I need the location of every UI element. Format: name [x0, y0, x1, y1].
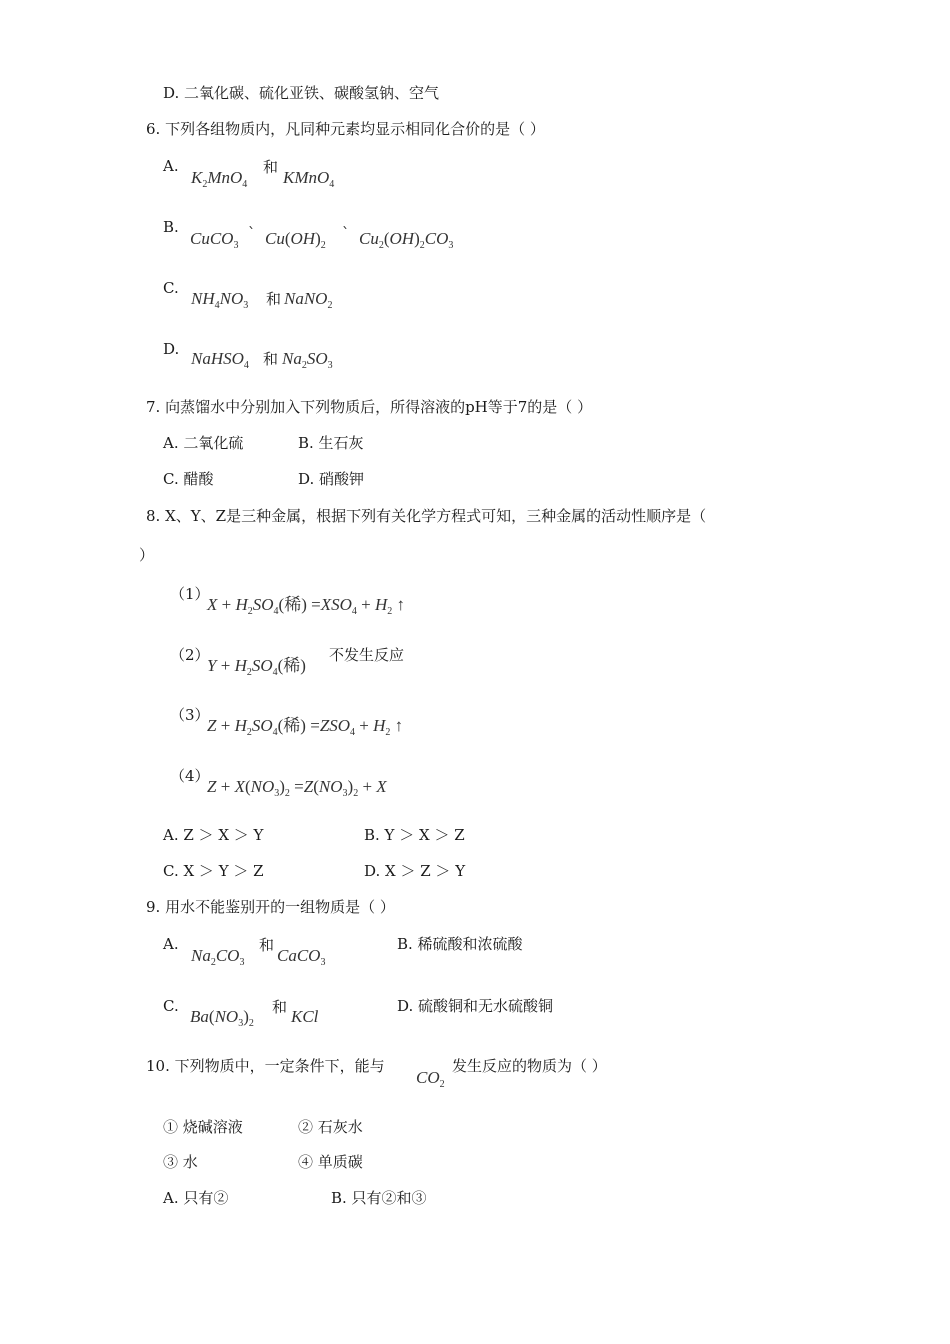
- q9-option-b: B. 稀硫酸和浓硫酸: [397, 935, 523, 953]
- q10-item-4: ④ 单质碳: [298, 1153, 363, 1171]
- q9-a-sep: 和: [259, 936, 275, 954]
- q9-a-formula-2: CaCO$_3$: [277, 946, 326, 968]
- q6-a-label: A.: [163, 157, 179, 175]
- q7-option-d: D. 硝酸钾: [298, 470, 365, 488]
- q6-b-sep-2: `: [342, 224, 350, 242]
- q6-stem: 6. 下列各组物质内，凡同种元素均显示相同化合价的是（ ）: [146, 120, 545, 138]
- q9-c-formula-2: KCl: [291, 1007, 319, 1026]
- q6-b-formula-1: CuCO$_3$: [190, 229, 239, 251]
- q7-option-a: A. 二氧化硫: [163, 434, 244, 452]
- q8-option-a: A. Z ＞ X ＞ Y: [163, 826, 264, 844]
- q6-c-formula-1: $NH_4NO_3$: [191, 289, 249, 311]
- q10-item-2: ② 石灰水: [298, 1118, 363, 1136]
- q8-eq1-label: （1）: [170, 585, 210, 603]
- q9-a-formula-1: $Na_2CO_3$: [191, 946, 245, 968]
- q6-c-formula-2: NaNO$_2$: [284, 289, 333, 311]
- q9-c-sep: 和: [272, 998, 288, 1016]
- q6-a-sep: 和: [263, 158, 279, 176]
- q8-no-reaction: 不发生反应: [329, 646, 405, 664]
- dilute-mark: 稀: [283, 656, 301, 675]
- q9-a-label: A.: [163, 935, 179, 953]
- q10-item-1: ① 烧碱溶液: [163, 1118, 243, 1136]
- q8-stem-end: ）: [139, 546, 155, 564]
- q6-b-formula-3: $Cu_2(OH)_2CO_3$: [359, 229, 454, 251]
- q9-stem: 9. 用水不能鉴别开的一组物质是（ ）: [146, 898, 395, 916]
- q6-c-sep: 和: [266, 290, 282, 308]
- q8-eq3-label: （3）: [170, 706, 210, 724]
- q8-stem: 8. X、Y、Z是三种金属，根据下列有关化学方程式可知，三种金属的活动性顺序是（: [146, 507, 707, 525]
- q9-option-d: D. 硫酸铜和无水硫酸铜: [397, 997, 554, 1015]
- q10-stem-post: 发生反应的物质为（ ）: [452, 1057, 607, 1075]
- q6-b-formula-2: $Cu(OH)_2$: [265, 229, 326, 251]
- q8-equation-2: $Y + H_2SO_4$(稀): [207, 656, 306, 678]
- q8-equation-1: $X + H_2SO_4$(稀) $=XSO_4 + H_2$ ↑: [207, 595, 406, 617]
- q10-option-a: A. 只有②: [163, 1189, 229, 1207]
- q8-option-c: C. X ＞ Y ＞ Z: [163, 862, 264, 880]
- q6-b-sep-1: `: [248, 224, 256, 242]
- dilute-mark: 稀: [284, 595, 302, 614]
- dilute-mark: 稀: [283, 716, 301, 735]
- q6-d-formula-1: NaHSO$_4$: [191, 349, 249, 371]
- q6-d-sep: 和: [263, 350, 279, 368]
- q6-d-formula-2: $Na_2SO_3$: [282, 349, 333, 371]
- q9-c-label: C.: [163, 997, 179, 1015]
- q10-item-3: ③ 水: [163, 1153, 198, 1171]
- q8-eq4-label: （4）: [170, 767, 210, 785]
- q8-option-b: B. Y ＞ X ＞ Z: [364, 826, 465, 844]
- q8-option-d: D. X ＞ Z ＞ Y: [364, 862, 466, 880]
- q10-option-b: B. 只有②和③: [331, 1189, 427, 1207]
- q6-a-formula-1: $K_2MnO_4$: [191, 168, 248, 190]
- q9-c-formula-1: $Ba(NO_3)_2$: [190, 1007, 254, 1029]
- q8-eq2-label: （2）: [170, 646, 210, 664]
- q6-a-formula-2: KMnO$_4$: [283, 168, 335, 190]
- q10-co2-formula: $CO_2$: [416, 1068, 445, 1090]
- q7-option-b: B. 生石灰: [298, 434, 364, 452]
- q10-stem-pre: 10. 下列物质中，一定条件下，能与: [146, 1057, 385, 1075]
- q7-stem: 7. 向蒸馏水中分别加入下列物质后，所得溶液的pH等于7的是（ ）: [146, 398, 593, 416]
- q5-option-d: D. 二氧化碳、硫化亚铁、碳酸氢钠、空气: [163, 84, 440, 102]
- q8-equation-3: $Z + H_2SO_4$(稀) $=ZSO_4 + H_2$ ↑: [207, 716, 404, 738]
- q7-option-c: C. 醋酸: [163, 470, 214, 488]
- q8-equation-4: $Z + X(NO_3)_2 =Z(NO_3)_2 + X$: [207, 777, 387, 799]
- q6-d-label: D.: [163, 340, 180, 358]
- q6-b-label: B.: [163, 218, 179, 236]
- q6-c-label: C.: [163, 279, 179, 297]
